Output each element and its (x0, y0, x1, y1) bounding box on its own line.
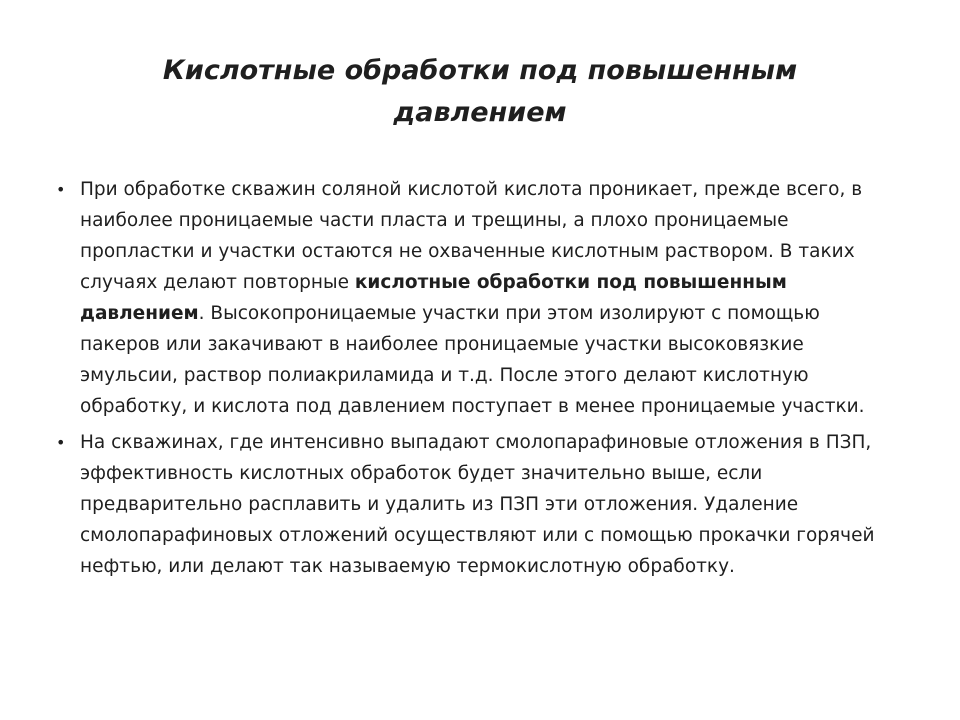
bullet-marker: • (56, 433, 66, 452)
bullet-text (80, 179, 865, 417)
bullet-item (56, 174, 904, 422)
bullet-text-segment: На скважинах, где интенсивно выпадают смолопарафиновые отложения в ПЗП, эффективность кислотных обработок будет значительно выше, если предварительно расплавить и удалить из ПЗП эти отложения. Удаление смолопарафиновых отложений осуществляют или с помощью прокачки горячей нефтью, или делают так называемую термокислотную обработку. (80, 432, 875, 577)
slide-body (56, 174, 904, 587)
bullet-text-bold-segment: кислотные обработки под повышенным давлением (80, 272, 787, 324)
slide-title: Кислотные обработки под повышенным давлением (162, 55, 798, 128)
bullet-item (56, 427, 904, 582)
bullet-text-segment: При обработке скважин соляной кислотой кислота проникает, прежде всего, в наиболее проницаемые части пласта и трещины, а плохо проницаемые пропластки и участки остаются не охваченные кислотным раствором. В таких случаях делают повторные (80, 179, 863, 293)
bullet-marker: • (56, 180, 66, 199)
bullet-text (80, 432, 874, 577)
bullet-text-segment: . Высокопроницаемые участки при этом изолируют с помощью пакеров или закачивают в наиболее проницаемые участки высоковязкие эмульсии, раствор полиакриламида и т.д. После этого делают кислотную обработку, и кислота под давлением поступает в менее проницаемые участки. (80, 303, 865, 417)
